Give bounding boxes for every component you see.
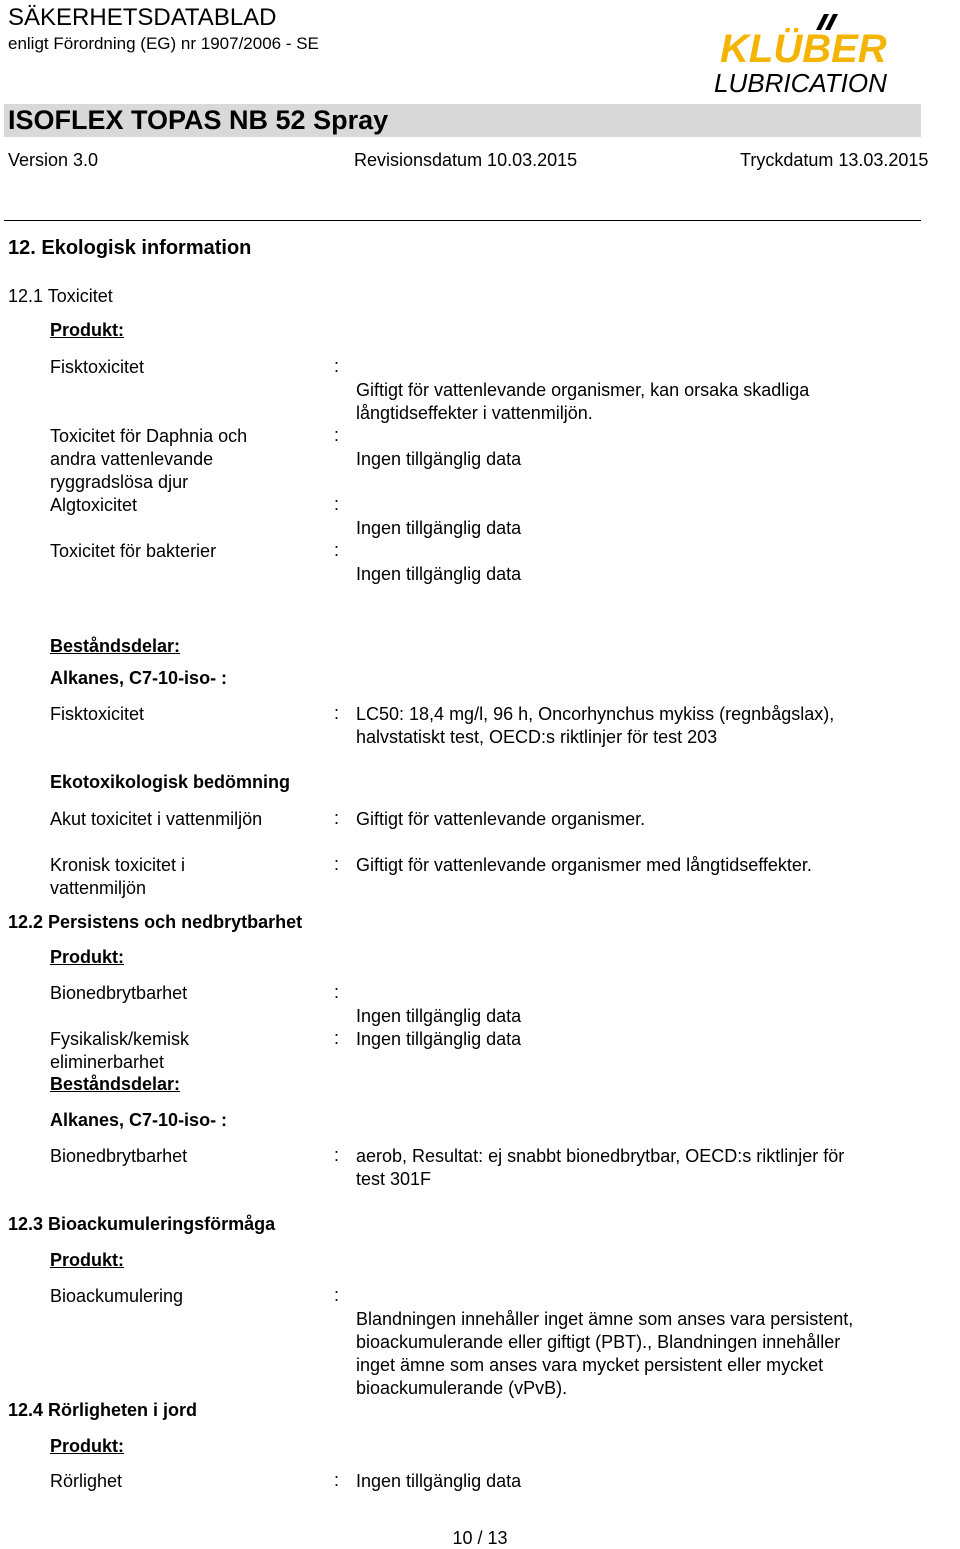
section-title: 12. Ekologisk information — [8, 237, 252, 259]
bioaccumulation-value-3: inget ämne som anses vara mycket persistent eller mycket — [356, 1355, 824, 1375]
colon: : — [334, 540, 340, 560]
subsection-title-12-1: 12.1 Toxicitet — [8, 286, 113, 306]
subsection-title-12-2: 12.2 Persistens och nedbrytbarhet — [8, 912, 303, 932]
chronic-toxicity-label-2: vattenmiljön — [50, 878, 147, 898]
chronic-toxicity-label-1: Kronisk toxicitet i — [50, 855, 186, 875]
bestandsdelar-heading: Beståndsdelar: — [50, 636, 181, 656]
colon: : — [334, 425, 340, 445]
component-name: Alkanes, C7-10-iso- : — [50, 668, 228, 688]
logo-graphic — [712, 12, 942, 96]
kluber-logo — [712, 12, 942, 96]
bioaccumulation-value-4: bioackumulerande (vPvB). — [356, 1378, 568, 1398]
colon: : — [334, 854, 340, 874]
daphnia-value: Ingen tillgänglig data — [356, 449, 522, 469]
subsection-title-12-3: 12.3 Bioackumuleringsförmåga — [8, 1214, 276, 1234]
component-biodegradability-label: Bionedbrytbarhet — [50, 1146, 188, 1166]
regulation-line: enligt Förordning (EG) nr 1907/2006 - SE — [8, 34, 319, 53]
version: Version 3.0 — [8, 150, 99, 170]
algae-toxicity-value: Ingen tillgänglig data — [356, 518, 522, 538]
component-fish-toxicity-value-1: LC50: 18,4 mg/l, 96 h, Oncorhynchus mykiss (regnbågslax), — [356, 704, 835, 724]
bioaccumulation-label: Bioackumulering — [50, 1286, 184, 1306]
colon: : — [334, 982, 340, 1002]
logo-top-text: KLÜBER — [720, 27, 887, 71]
colon: : — [334, 356, 340, 376]
bacteria-toxicity-label: Toxicitet för bakterier — [50, 541, 217, 561]
component-name: Alkanes, C7-10-iso- : — [50, 1110, 228, 1130]
revision-date: Revisionsdatum 10.03.2015 — [354, 150, 578, 170]
logo-bottom-text: LUBRICATION — [714, 68, 887, 96]
component-biodegradability-value-2: test 301F — [356, 1169, 432, 1189]
colon: : — [334, 1285, 340, 1305]
colon: : — [334, 703, 340, 723]
biodegradability-value: Ingen tillgänglig data — [356, 1006, 522, 1026]
physchem-elimination-value: Ingen tillgänglig data — [356, 1029, 522, 1049]
chronic-toxicity-value: Giftigt för vattenlevande organismer med långtidseffekter. — [356, 855, 812, 875]
subsection-title-12-4: 12.4 Rörligheten i jord — [8, 1400, 198, 1420]
document-type: SÄKERHETSDATABLAD — [8, 4, 277, 31]
acute-toxicity-label: Akut toxicitet i vattenmiljön — [50, 809, 263, 829]
colon: : — [334, 1028, 340, 1048]
bacteria-toxicity-value: Ingen tillgänglig data — [356, 564, 522, 584]
produkt-heading: Produkt: — [50, 320, 124, 340]
produkt-heading: Produkt: — [50, 947, 124, 967]
daphnia-label-3: ryggradslösa djur — [50, 472, 189, 492]
header-divider — [4, 220, 921, 221]
fish-toxicity-label: Fisktoxicitet — [50, 357, 145, 377]
colon: : — [334, 1470, 340, 1490]
physchem-elimination-label-1: Fysikalisk/kemisk — [50, 1029, 190, 1049]
algae-toxicity-label: Algtoxicitet — [50, 495, 138, 515]
ecotox-heading: Ekotoxikologisk bedömning — [50, 772, 291, 792]
bioaccumulation-value-1: Blandningen innehåller inget ämne som anses vara persistent, — [356, 1309, 854, 1329]
daphnia-label-1: Toxicitet för Daphnia och — [50, 426, 248, 446]
biodegradability-label: Bionedbrytbarhet — [50, 983, 188, 1003]
colon: : — [334, 808, 340, 828]
acute-toxicity-value: Giftigt för vattenlevande organismer. — [356, 809, 646, 829]
print-date: Tryckdatum 13.03.2015 — [740, 150, 929, 170]
component-fish-toxicity-value-2: halvstatiskt test, OECD:s riktlinjer för test 203 — [356, 727, 718, 747]
page-number: 10 / 13 — [452, 1528, 508, 1548]
component-fish-toxicity-label: Fisktoxicitet — [50, 704, 145, 724]
fish-toxicity-value-2: långtidseffekter i vattenmiljön. — [356, 403, 593, 423]
product-title: ISOFLEX TOPAS NB 52 Spray — [8, 105, 389, 135]
mobility-label: Rörlighet — [50, 1471, 123, 1491]
colon: : — [334, 494, 340, 514]
fish-toxicity-value-1: Giftigt för vattenlevande organismer, kan orsaka skadliga — [356, 380, 810, 400]
bioaccumulation-value-2: bioackumulerande eller giftigt (PBT)., Blandningen innehåller — [356, 1332, 841, 1352]
produkt-heading: Produkt: — [50, 1436, 124, 1456]
bestandsdelar-heading: Beståndsdelar: — [50, 1074, 181, 1094]
mobility-value: Ingen tillgänglig data — [356, 1471, 522, 1491]
physchem-elimination-label-2: eliminerbarhet — [50, 1052, 165, 1072]
daphnia-label-2: andra vattenlevande — [50, 449, 214, 469]
component-biodegradability-value-1: aerob, Resultat: ej snabbt bionedbrytbar, OECD:s riktlinjer för — [356, 1146, 845, 1166]
produkt-heading: Produkt: — [50, 1250, 124, 1270]
colon: : — [334, 1145, 340, 1165]
